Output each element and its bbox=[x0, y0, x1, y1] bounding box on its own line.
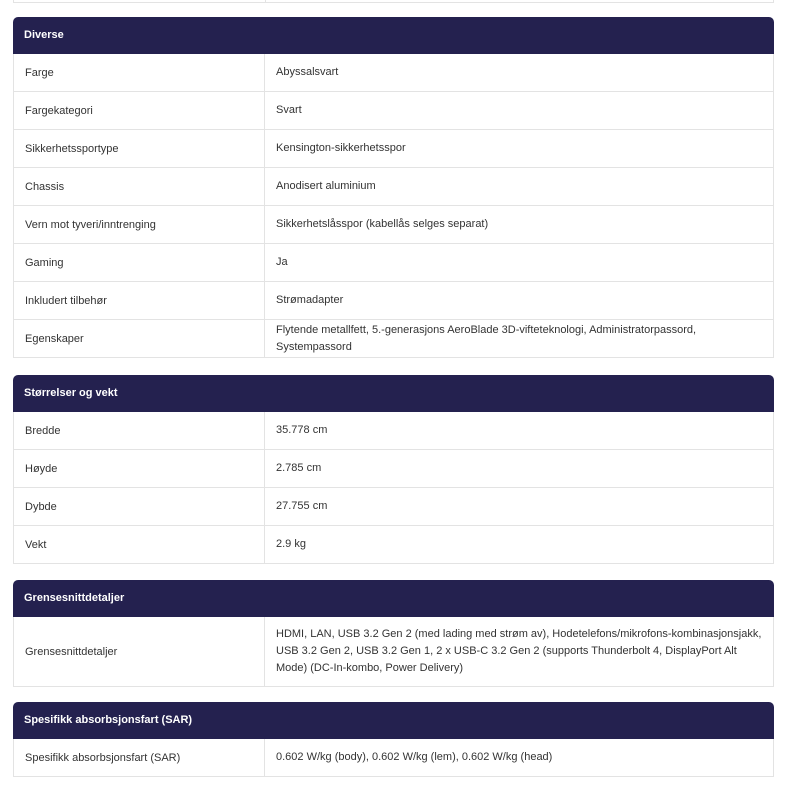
spec-label: Bredde bbox=[14, 412, 265, 449]
spec-row-vekt bbox=[13, 526, 774, 564]
spec-row-inkludert-tilbehor bbox=[13, 282, 774, 320]
spec-value: 2.785 cm bbox=[276, 462, 322, 474]
spec-row-fargekategori bbox=[13, 92, 774, 130]
spec-label: Vern mot tyveri/inntrenging bbox=[14, 206, 265, 243]
spec-label: Farge bbox=[14, 54, 265, 91]
spec-label: Vekt bbox=[14, 526, 265, 563]
spec-row-chassis bbox=[13, 168, 774, 206]
spec-row-sar bbox=[13, 739, 774, 777]
spec-value: HDMI, LAN, USB 3.2 Gen 2 (med lading med strøm av), Hodetelefons/mikrofons-kombinasjonsjakk, USB 3.2 Gen 2, USB 3.2 Gen 1, 2 x USB-C 3.2 Gen 2 (supports Thunderbolt 4, DisplayPort Alt Mode) (DC-In-kombo, Power Delivery) bbox=[276, 628, 762, 674]
section-interface bbox=[13, 580, 774, 687]
spec-label: Sikkerhetssportype bbox=[14, 130, 265, 167]
section-header-diverse: Diverse bbox=[13, 17, 774, 54]
spec-row-vern-mot-tyveri bbox=[13, 206, 774, 244]
spec-row-grensesnittdetaljer bbox=[13, 617, 774, 687]
spec-value: Flytende metallfett, 5.-generasjons AeroBlade 3D-vifteteknologi, Administratorpassord, Systempassord bbox=[276, 323, 697, 353]
spec-value: Kensington-sikkerhetsspor bbox=[276, 142, 406, 154]
spec-value: 35.778 cm bbox=[276, 424, 328, 436]
spec-value: Abyssalsvart bbox=[276, 66, 339, 78]
section-sizes bbox=[13, 375, 774, 564]
spec-row-egenskaper bbox=[13, 320, 774, 358]
section-diverse bbox=[13, 17, 774, 358]
spec-value: Strømadapter bbox=[276, 294, 344, 306]
spec-row-hoyde bbox=[13, 450, 774, 488]
section-header-sar: Spesifikk absorbsjonsfart (SAR) bbox=[13, 702, 774, 739]
spec-value: Svart bbox=[276, 104, 302, 116]
previous-section-bottom bbox=[13, 0, 774, 3]
spec-label: Gaming bbox=[14, 244, 265, 281]
spec-row-bredde bbox=[13, 412, 774, 450]
spec-row-dybde bbox=[13, 488, 774, 526]
spec-label: Dybde bbox=[14, 488, 265, 525]
spec-label: Fargekategori bbox=[14, 92, 265, 129]
spec-label: Spesifikk absorbsjonsfart (SAR) bbox=[14, 739, 265, 776]
spec-label: Egenskaper bbox=[14, 320, 265, 357]
spec-value: 2.9 kg bbox=[276, 538, 306, 550]
spec-value: 27.755 cm bbox=[276, 500, 328, 512]
spec-row-gaming bbox=[13, 244, 774, 282]
section-header-sizes: Størrelser og vekt bbox=[13, 375, 774, 412]
spec-label: Høyde bbox=[14, 450, 265, 487]
spec-value: 0.602 W/kg (body), 0.602 W/kg (lem), 0.602 W/kg (head) bbox=[276, 751, 553, 763]
spec-label: Grensesnittdetaljer bbox=[14, 617, 265, 686]
spec-label: Inkludert tilbehør bbox=[14, 282, 265, 319]
spec-label: Chassis bbox=[14, 168, 265, 205]
section-header-interface: Grensesnittdetaljer bbox=[13, 580, 774, 617]
spec-value: Sikkerhetslåsspor (kabellås selges separat) bbox=[276, 218, 489, 230]
spec-value: Ja bbox=[276, 256, 288, 268]
spec-row-farge bbox=[13, 54, 774, 92]
spec-row-sikkerhetssportype bbox=[13, 130, 774, 168]
column-divider bbox=[265, 0, 266, 3]
section-sar bbox=[13, 702, 774, 777]
spec-value: Anodisert aluminium bbox=[276, 180, 376, 192]
